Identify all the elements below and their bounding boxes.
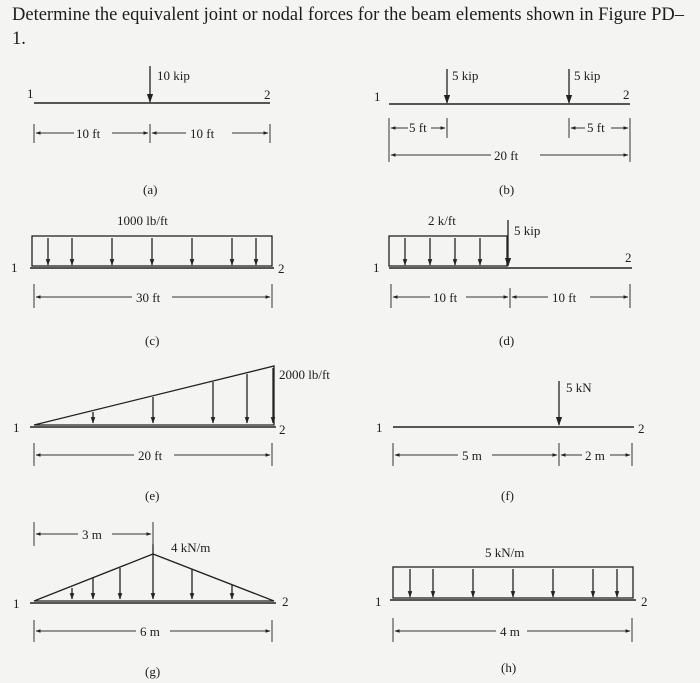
node-label-b-left: 1 <box>374 89 381 104</box>
node-label-g-right: 2 <box>282 594 289 609</box>
dim-label-b-right: 5 ft <box>587 120 605 135</box>
panel-h <box>375 545 648 675</box>
point-load-label-d: 5 kip <box>514 223 541 238</box>
node-label-b-right: 2 <box>623 87 630 102</box>
node-label-f-left: 1 <box>376 420 383 435</box>
distributed-load-d <box>389 236 507 266</box>
panel-g <box>13 522 289 679</box>
dim-label-f-left: 5 m <box>462 448 482 463</box>
dim-label-h: 4 m <box>500 624 520 639</box>
caption-g: (g) <box>145 664 161 679</box>
node-label-h-right: 2 <box>641 594 648 609</box>
node-label-c-right: 2 <box>278 261 285 276</box>
panel-c <box>11 213 285 348</box>
caption-d: (d) <box>499 333 515 348</box>
triangular-load-g <box>34 554 274 601</box>
node-label-f-right: 2 <box>638 421 645 436</box>
caption-f: (f) <box>501 488 514 503</box>
dist-load-label-d: 2 k/ft <box>428 213 456 228</box>
caption-b: (b) <box>499 182 515 197</box>
caption-a: (a) <box>143 182 158 197</box>
point-load-label-b-right: 5 kip <box>574 68 601 83</box>
dim-label-g-top: 3 m <box>82 527 102 542</box>
node-label-a-left: 1 <box>27 86 34 101</box>
node-label-h-left: 1 <box>375 594 382 609</box>
dim-label-a-left: 10 ft <box>76 126 101 141</box>
panel-f <box>376 380 645 503</box>
dim-label-c: 30 ft <box>136 290 161 305</box>
panel-d <box>373 213 632 348</box>
node-label-g-left: 1 <box>13 596 20 611</box>
caption-c: (c) <box>145 333 160 348</box>
panel-e <box>13 366 330 503</box>
panel-a <box>27 66 271 197</box>
caption-h: (h) <box>501 660 517 675</box>
point-load-label-f: 5 kN <box>566 380 592 395</box>
node-label-c-left: 1 <box>11 260 18 275</box>
dist-load-label-h: 5 kN/m <box>485 545 525 560</box>
dim-label-b-total: 20 ft <box>494 148 519 163</box>
dim-label-f-right: 2 m <box>585 448 605 463</box>
point-load-label-b-left: 5 kip <box>452 68 479 83</box>
dim-label-e: 20 ft <box>138 448 163 463</box>
dist-load-label-g: 4 kN/m <box>171 540 211 555</box>
caption-e: (e) <box>145 488 160 503</box>
dim-label-d-right: 10 ft <box>552 290 577 305</box>
dim-label-g-bottom: 6 m <box>140 624 160 639</box>
node-label-e-left: 1 <box>13 420 20 435</box>
node-label-d-right: 2 <box>625 250 632 265</box>
node-label-d-left: 1 <box>373 260 380 275</box>
question-text: Determine the equivalent joint or nodal forces for the beam elements shown in Figure PD–1. <box>12 5 684 49</box>
panel-b <box>374 68 630 197</box>
triangular-load-e <box>34 366 274 425</box>
node-label-a-right: 2 <box>264 87 271 102</box>
dist-load-label-c: 1000 lb/ft <box>117 213 168 228</box>
node-label-e-right: 2 <box>279 422 286 437</box>
point-load-label-a: 10 kip <box>157 68 190 83</box>
dim-label-a-right: 10 ft <box>190 126 215 141</box>
dist-load-label-e: 2000 lb/ft <box>279 367 330 382</box>
dim-label-d-left: 10 ft <box>433 290 458 305</box>
dim-label-b-left: 5 ft <box>409 120 427 135</box>
